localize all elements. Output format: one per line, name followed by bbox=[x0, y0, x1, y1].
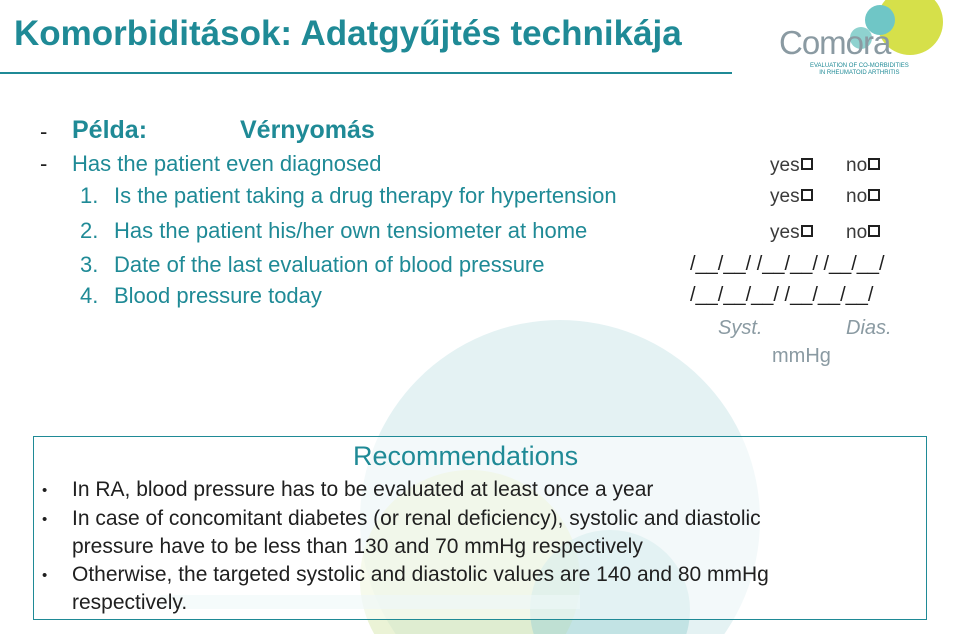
list-dash: - bbox=[40, 119, 48, 144]
recommendation-item-2-line1: In case of concomitant diabetes (or renal deficiency), systolic and diastolic bbox=[72, 507, 761, 530]
logo-subtitle bbox=[810, 63, 909, 77]
logo-subtitle-line1: EVALUATION OF CO-MORBIDITIES bbox=[810, 63, 909, 69]
bp-input-blanks[interactable]: /__/__/__/ /__/__/__/ bbox=[690, 284, 874, 306]
logo-wordmark: Comora bbox=[779, 24, 891, 61]
question-number: 4. bbox=[80, 283, 99, 308]
title-underline bbox=[0, 72, 732, 74]
recommendations-title: Recommendations bbox=[353, 441, 579, 471]
yes-checkbox[interactable] bbox=[801, 225, 813, 237]
date-input-blanks[interactable]: /__/__/ /__/__/ /__/__/ bbox=[690, 253, 885, 275]
no-label: no bbox=[846, 155, 868, 176]
no-checkbox[interactable] bbox=[868, 189, 880, 201]
logo-subtitle-line2: IN RHEUMATOID ARTHRITIS bbox=[819, 70, 900, 76]
yes-option[interactable] bbox=[770, 222, 813, 244]
no-option[interactable] bbox=[846, 222, 880, 244]
no-checkbox[interactable] bbox=[868, 225, 880, 237]
page-title: Komorbiditások: Adatgyűjtés technikája bbox=[14, 14, 682, 53]
recommendation-item-3-line2: respectively. bbox=[72, 591, 188, 614]
recommendation-item-1: In RA, blood pressure has to be evaluated at least once a year bbox=[72, 478, 654, 501]
syst-label: Syst. bbox=[718, 317, 763, 339]
recommendation-item-3-line1: Otherwise, the targeted systolic and diastolic values are 140 and 80 mmHg bbox=[72, 563, 769, 586]
bullet: • bbox=[42, 511, 48, 528]
recommendation-item-2-line2: pressure have to be less than 130 and 70 mmHg respectively bbox=[72, 535, 643, 558]
bullet: • bbox=[42, 567, 48, 584]
question-bp-today: Blood pressure today bbox=[114, 283, 322, 308]
question-last-evaluation: Date of the last evaluation of blood pressure bbox=[114, 252, 545, 277]
question-number: 2. bbox=[80, 218, 99, 243]
yes-option[interactable] bbox=[770, 155, 813, 177]
yes-option[interactable] bbox=[770, 186, 813, 208]
list-dash: - bbox=[40, 151, 48, 176]
yes-checkbox[interactable] bbox=[801, 158, 813, 170]
unit-label: mmHg bbox=[772, 345, 831, 367]
dias-label: Dias. bbox=[846, 317, 892, 339]
no-checkbox[interactable] bbox=[868, 158, 880, 170]
question-drug-therapy: Is the patient taking a drug therapy for hypertension bbox=[114, 183, 617, 208]
yes-label: yes bbox=[770, 186, 800, 207]
yes-label: yes bbox=[770, 222, 800, 243]
yes-checkbox[interactable] bbox=[801, 189, 813, 201]
example-value: Vérnyomás bbox=[240, 116, 375, 144]
example-label: Példa: bbox=[72, 116, 148, 144]
question-tensiometer: Has the patient his/her own tensiometer at home bbox=[114, 218, 588, 243]
no-label: no bbox=[846, 186, 868, 207]
question-number: 3. bbox=[80, 252, 99, 277]
no-option[interactable] bbox=[846, 186, 880, 208]
no-option[interactable] bbox=[846, 155, 880, 177]
no-label: no bbox=[846, 222, 868, 243]
yes-label: yes bbox=[770, 155, 800, 176]
question-diagnosed: Has the patient even diagnosed bbox=[72, 151, 382, 176]
bullet: • bbox=[42, 482, 48, 499]
question-number: 1. bbox=[80, 183, 99, 208]
